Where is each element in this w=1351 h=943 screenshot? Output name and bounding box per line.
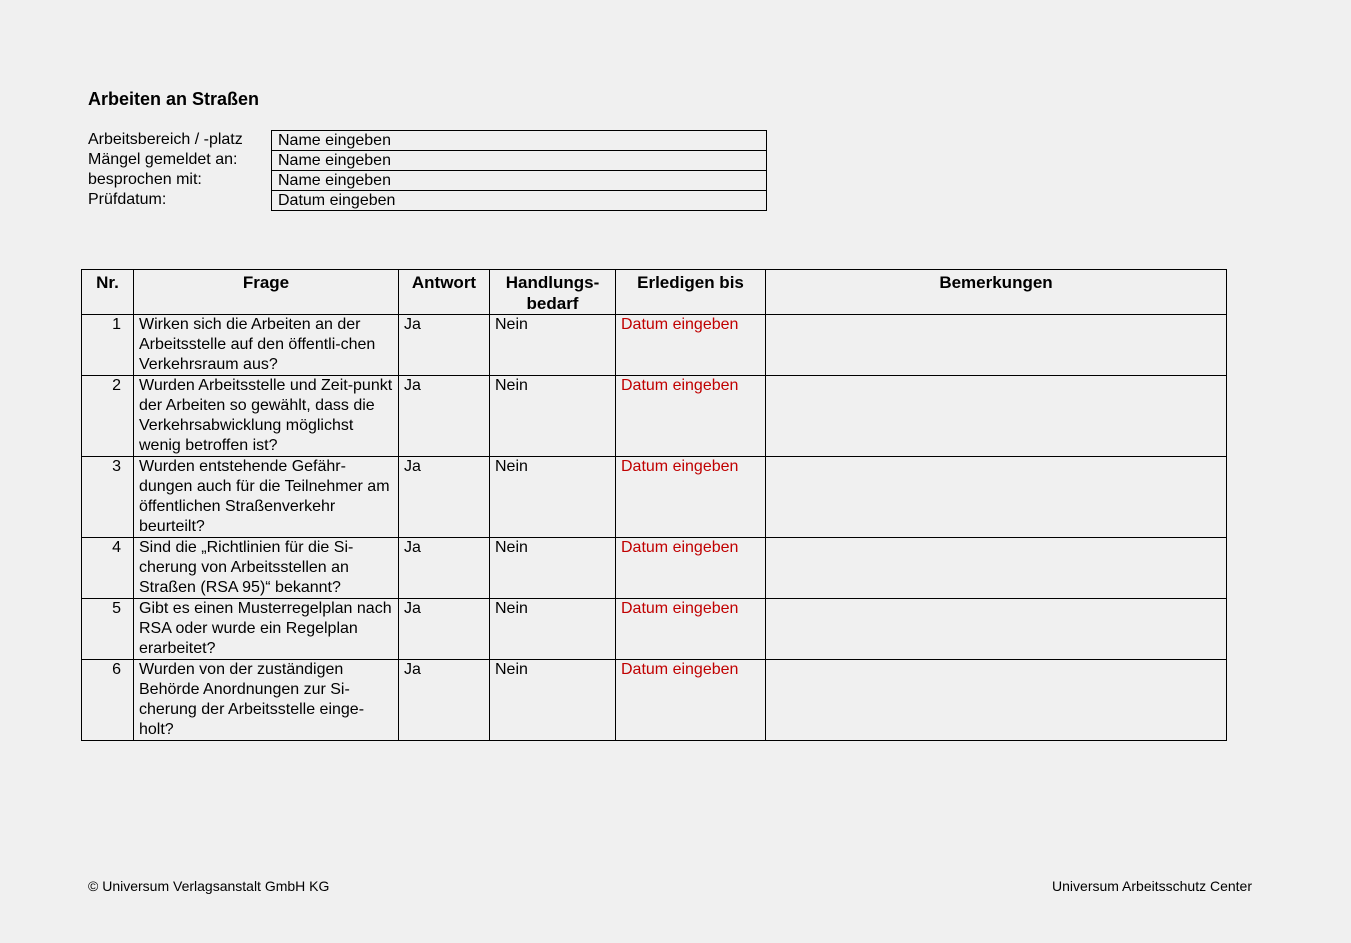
row-action-needed[interactable]: Nein [490,457,616,538]
info-label: Arbeitsbereich / -platz [88,131,243,148]
header-nr: Nr. [82,270,134,315]
row-due-date[interactable]: Datum eingeben [616,457,766,538]
row-number: 4 [82,538,134,599]
row-question: Wurden Arbeitsstelle und Zeit-punkt der Arbeiten so gewählt, dass die Verkehrsabwicklung möglichst wenig betroffen ist? [134,376,399,457]
row-number: 5 [82,599,134,660]
row-number: 3 [82,457,134,538]
row-due-date[interactable]: Datum eingeben [616,376,766,457]
row-action-needed[interactable]: Nein [490,538,616,599]
info-label: Prüfdatum: [88,191,167,208]
footer-publisher: Universum Arbeitsschutz Center [1052,878,1252,894]
pruefdatum-field[interactable]: Datum eingeben [278,192,396,209]
row-question: Sind die „Richtlinien für die Si-cherung von Arbeitsstellen an Straßen (RSA 95)“ bekannt? [134,538,399,599]
arbeitsbereich-field[interactable]: Name eingeben [272,131,766,151]
row-number: 1 [82,315,134,376]
row-answer[interactable]: Ja [399,538,490,599]
table-row [82,457,1227,538]
info-label: besprochen mit: [88,171,202,188]
row-remarks[interactable] [766,376,1227,457]
row-answer[interactable]: Ja [399,660,490,741]
row-due-date[interactable]: Datum eingeben [616,599,766,660]
table-row [82,538,1227,599]
maengel-gemeldet-field[interactable]: Name eingeben [272,151,766,171]
besprochen-mit-field[interactable]: Name eingeben [272,171,766,191]
checklist-table [81,269,1227,741]
header-bemerkungen: Bemerkungen [766,270,1227,315]
header-handlungsbedarf [490,270,616,315]
row-number: 6 [82,660,134,741]
row-action-needed[interactable]: Nein [490,315,616,376]
row-number: 2 [82,376,134,457]
row-due-date[interactable]: Datum eingeben [616,538,766,599]
row-question: Wurden entstehende Gefähr-dungen auch für die Teilnehmer am öffentlichen Straßenverkehr beurteilt? [134,457,399,538]
row-question: Gibt es einen Musterregelplan nach RSA oder wurde ein Regelplan erarbeitet? [134,599,399,660]
header-antwort: Antwort [399,270,490,315]
header-handlungsbedarf-label: Handlungs- bedarf [505,273,600,313]
row-remarks[interactable] [766,457,1227,538]
header-erledigen-bis: Erledigen bis [616,270,766,315]
row-answer[interactable]: Ja [399,376,490,457]
row-question: Wurden von der zuständigen Behörde Anordnungen zur Si-cherung der Arbeitsstelle einge-holt? [134,660,399,741]
row-question: Wirken sich die Arbeiten an der Arbeitsstelle auf den öffentli-chen Verkehrsraum aus? [134,315,399,376]
info-label: Mängel gemeldet an: [88,151,238,168]
row-remarks[interactable] [766,599,1227,660]
row-due-date[interactable]: Datum eingeben [616,660,766,741]
row-action-needed[interactable]: Nein [490,660,616,741]
document-title: Arbeiten an Straßen [88,89,260,109]
table-row [82,376,1227,457]
header-frage: Frage [134,270,399,315]
row-remarks[interactable] [766,660,1227,741]
footer-copyright: © Universum Verlagsanstalt GmbH KG [88,878,330,894]
table-header-row [82,270,1227,315]
row-remarks[interactable] [766,315,1227,376]
table-row [82,315,1227,376]
row-remarks[interactable] [766,538,1227,599]
row-due-date[interactable]: Datum eingeben [616,315,766,376]
row-answer[interactable]: Ja [399,315,490,376]
info-fields [271,130,767,211]
info-labels [88,130,243,210]
row-action-needed[interactable]: Nein [490,599,616,660]
row-answer[interactable]: Ja [399,599,490,660]
row-action-needed[interactable]: Nein [490,376,616,457]
table-row [82,660,1227,741]
table-row [82,599,1227,660]
row-answer[interactable]: Ja [399,457,490,538]
